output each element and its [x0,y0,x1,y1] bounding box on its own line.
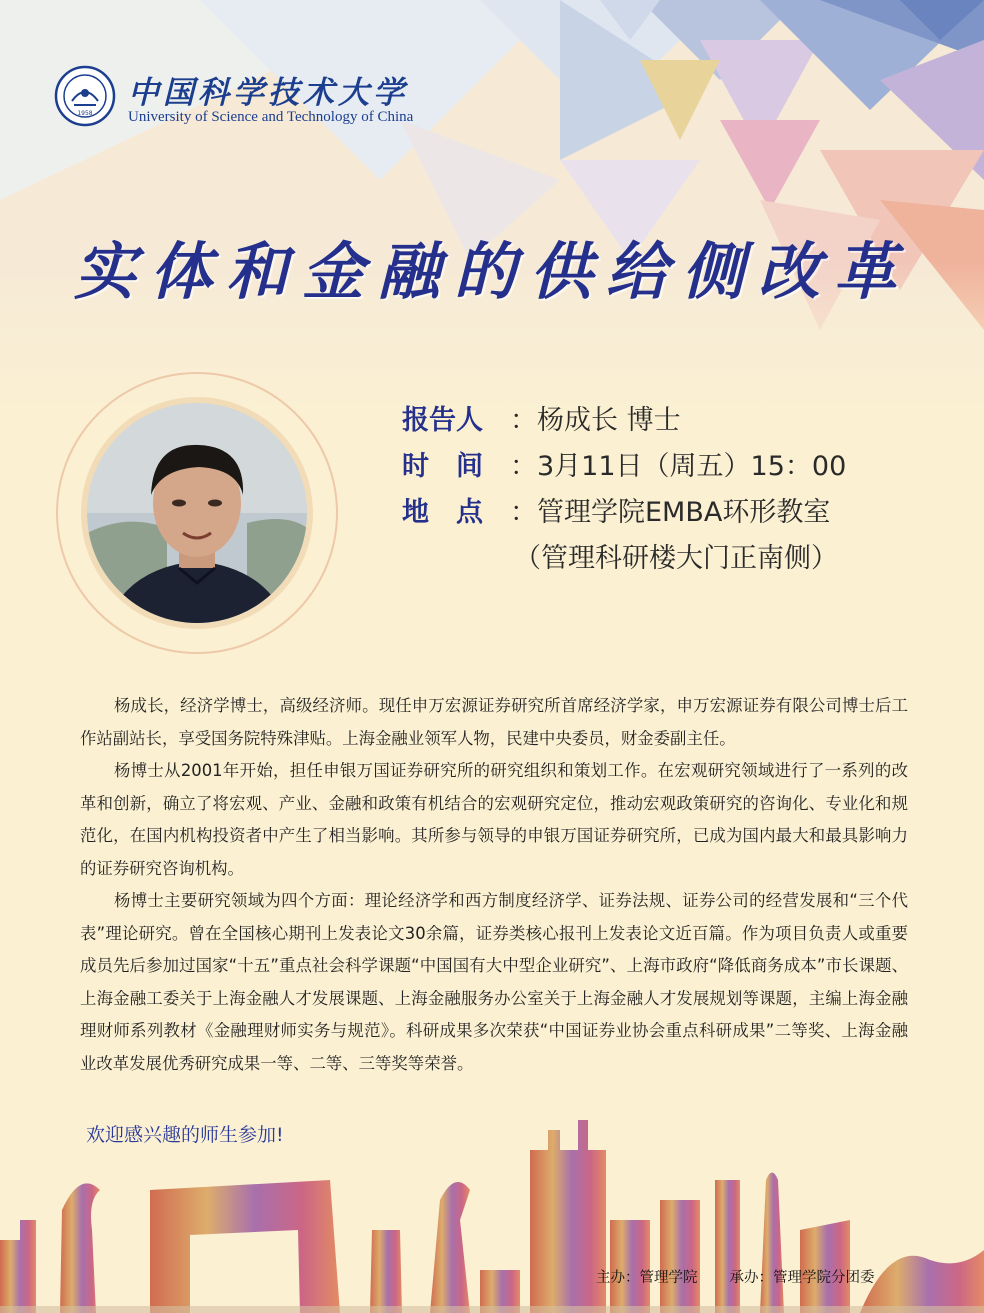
university-seal-icon [54,65,116,127]
speaker-value: 杨成长 博士 [537,405,681,436]
speaker-photo-illustration [87,403,307,623]
time-separator: ： [510,451,537,482]
event-info [402,398,846,582]
time-row [402,444,846,490]
time-value: 3月11日（周五）15：00 [537,451,847,482]
bio-paragraph-3: 杨博士主要研究领域为四个方面：理论经济学和西方制度经济学、证券法规、证券公司的经营发展和“三个代表”理论研究。曾在全国核心期刊上发表论文30余篇，证券类核心报刊上发表论文近百篇。作为项目负责人或重要成员先后参加过国家“十五”重点社会科学课题“中国国有大中型企业研究”、上海市政府“降低商务成本”市长课题、上海金融工委关于上海金融人才发展课题、上海金融服务办公室关于上海金融人才发展规划等课题，主编上海金融理财师系列教材《金融理财师实务与规范》。科研成果多次荣获“中国证券业协会重点科研成果”二等奖、上海金融业改革发展优秀研究成果一等、二等、三等奖等荣誉。 [80,891,908,1073]
place-note: （管理科研楼大门正南侧） [514,543,838,574]
seal-year: 1958 [77,110,93,117]
speaker-label: 报告人 [402,405,483,436]
time-label: 时 间 [402,451,483,482]
place-label: 地 点 [402,497,483,528]
place-row [402,490,846,536]
university-name-en: University of Science and Technology of China [128,109,414,125]
welcome-message: 欢迎感兴趣的师生参加! [86,1124,284,1146]
organizer-value: 管理学院分团委 [773,1270,875,1286]
speaker-photo [87,403,307,623]
speaker-row [402,398,846,444]
university-logo [54,65,434,135]
bio-paragraph-1: 杨成长，经济学博士，高级经济师。现任申万宏源证券研究所首席经济学家，申万宏源证券有限公司博士后工作站副站长，享受国务院特殊津贴。上海金融业领军人物，民建中央委员，财金委副主任。 [80,696,908,748]
speaker-separator: ： [510,405,537,436]
place-value: 管理学院EMBA环形教室 [537,497,831,528]
bio-paragraph-2: 杨博士从2001年开始，担任申银万国证券研究所的研究组织和策划工作。在宏观研究领域进行了一系列的改革和创新，确立了将宏观、产业、金融和政策有机结合的宏观研究定位，推动宏观政策研究的咨询化、专业化和规范化，在国内机构投资者中产生了相当影响。其所参与领导的申银万国证券研究所，已成为国内最大和最具影响力的证券研究咨询机构。 [80,761,908,878]
footer-credits [596,1266,875,1287]
host-label: 主办： [596,1270,640,1286]
organizer-label: 承办： [729,1270,773,1286]
speaker-biography [80,690,908,1080]
host-value: 管理学院 [639,1270,698,1286]
place-separator: ： [510,497,537,528]
background-geometric-pattern [0,0,984,420]
university-name-cn: 中国科学技术大学 [128,75,408,111]
lecture-title: 实体和金融的供给侧改革 [73,235,910,308]
